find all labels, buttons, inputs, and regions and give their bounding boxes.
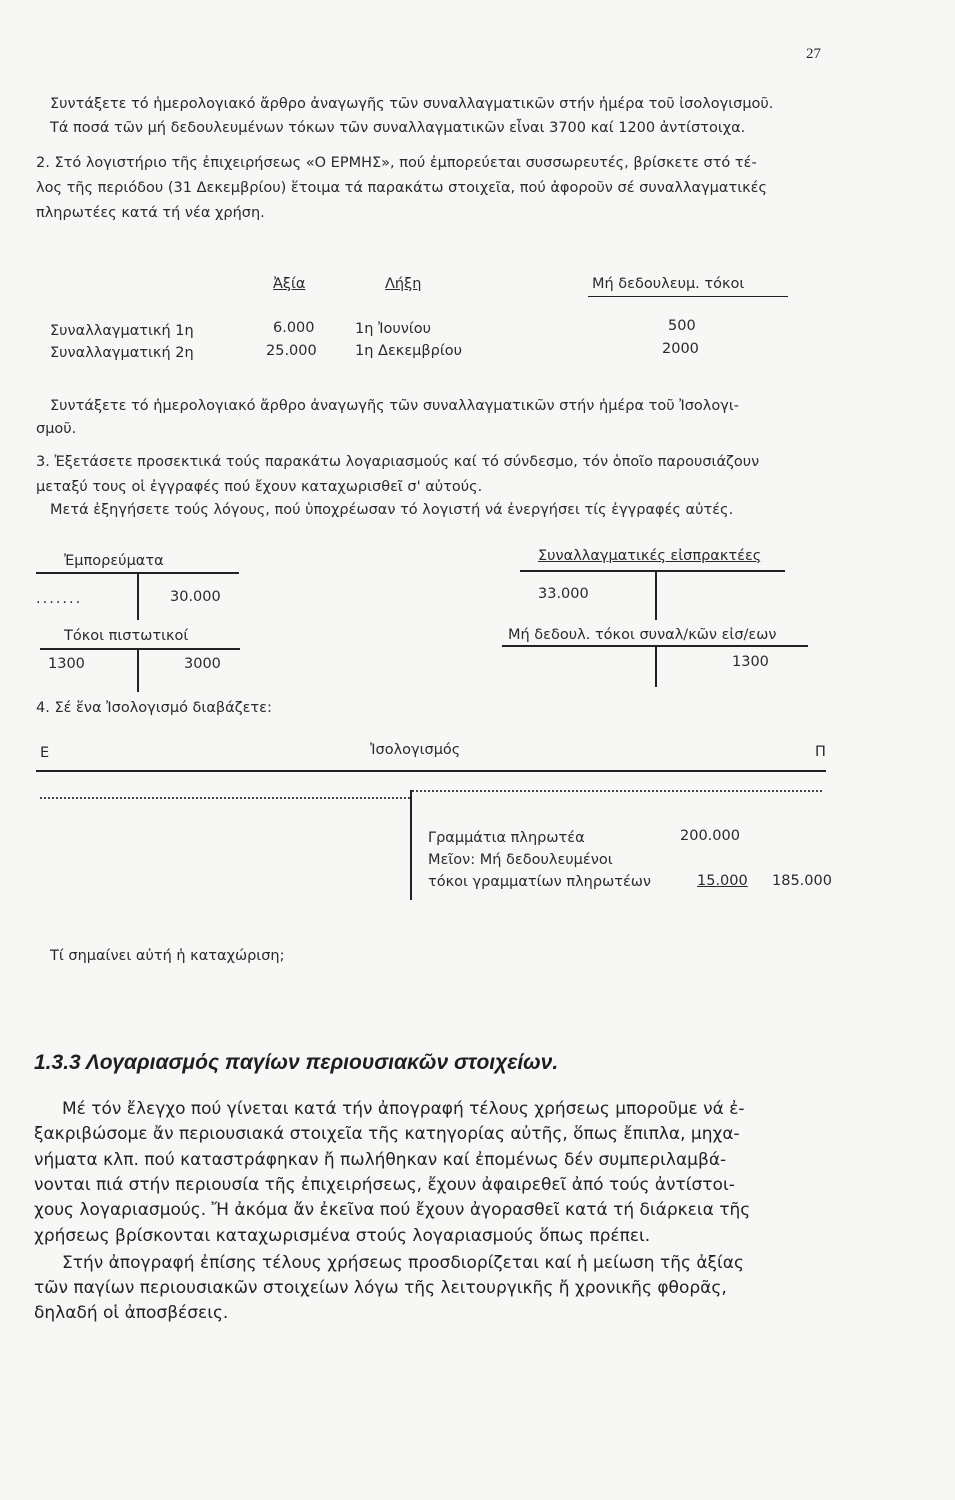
exercise-4-label: 4. Σέ ἕνα Ἰσολογισμό διαβάζετε: — [36, 700, 272, 716]
t-account-title: Μή δεδουλ. τόκοι συναλ/κῶν εἰσ/εων — [508, 627, 777, 643]
body-line-6: χρήσεως βρίσκονται καταχωρισμένα στούς λογαριασμούς ὅπως πρέπει. — [34, 1226, 651, 1246]
less-unearned-label: Μεῖον: Μή δεδουλευμένοι — [428, 852, 613, 868]
balance-sheet-title: Ἰσολογισμός — [370, 742, 461, 758]
body-line-4: νονται πιά στήν περιουσία τῆς ἐπιχειρήσεως, ἔχουν ἀφαιρεθεῖ ἀπό τούς ἀντίστοι- — [34, 1175, 735, 1195]
page-number: 27 — [806, 46, 821, 62]
body-line-1: Μέ τόν ἔλεγχο πού γίνεται κατά τήν ἀπογραφή τέλους χρήσεως μποροῦμε νά ἐ- — [62, 1099, 745, 1119]
section-heading: 1.3.3 Λογαριασμός παγίων περιουσιακῶν στοιχείων. — [34, 1051, 559, 1074]
t-account-credit: 1300 — [732, 654, 769, 670]
t-account-credit: 30.000 — [170, 589, 221, 605]
exercise-2-task-line-2: σμοῦ. — [36, 421, 77, 437]
balance-sheet-question: Τί σημαίνει αὐτή ἡ καταχώριση; — [50, 948, 285, 964]
exercise-2-task-line-1: Συντάξετε τό ἡμερολογιακό ἄρθρο ἀναγωγῆς τῶν συναλλαγματικῶν στήν ἡμέρα τοῦ Ἰσολογι- — [50, 398, 739, 414]
header-value: Ἀξία — [273, 276, 306, 292]
t-account-divider — [137, 572, 139, 620]
exercise-1-line-1: Συντάξετε τό ἡμερολογιακό ἄρθρο ἀναγωγῆς τῶν συναλλαγματικῶν στήν ἡμέρα τοῦ ἰσολογισμοῦ. — [50, 96, 774, 112]
t-account-divider — [137, 648, 139, 692]
exercise-3-line-2: μεταξύ τους οἱ ἐγγραφές πού ἔχουν καταχωρισθεῖ σ' αὐτούς. — [36, 479, 483, 495]
assets-mark: Ε — [40, 745, 50, 761]
liabilities-dotted-line — [412, 790, 822, 792]
assets-dotted-line — [40, 797, 410, 799]
t-account-rule — [520, 570, 785, 572]
t-account-debit: 33.000 — [538, 586, 589, 602]
exercise-2-line-3: πληρωτέες κατά τή νέα χρήση. — [36, 205, 265, 221]
body-line-3: νήματα κλπ. πού καταστράφηκαν ἤ πωλήθηκαν καί ἐπομένως δέν συμπεριλαμβά- — [34, 1150, 727, 1170]
row-2-interest: 2000 — [662, 341, 699, 357]
t-account-divider — [655, 570, 657, 620]
body-line-5: χους λογαριασμούς. Ἤ ἀκόμα ἄν ἐκεῖνα πού ἔχουν ἀγορασθεῖ κατά τή διάρκεια τῆς — [34, 1200, 751, 1220]
body-line-8: τῶν παγίων περιουσιακῶν στοιχείων λόγω τῆς λειτουργικῆς ἤ χρονικῆς φθορᾶς, — [34, 1278, 727, 1298]
row-2-value: 25.000 — [266, 343, 317, 359]
row-1-interest: 500 — [668, 318, 696, 334]
header-interest-rule — [588, 296, 788, 297]
exercise-2-line-1: 2. Στό λογιστήριο τῆς ἐπιχειρήσεως «Ο ΕΡΜΗΣ», πού ἐμπορεύεται συσσωρευτές, βρίσκετε στό τέ- — [36, 155, 757, 171]
notes-payable-value: 200.000 — [680, 828, 740, 844]
unearned-interest-value: 15.000 — [697, 873, 748, 889]
row-2-name: Συναλλαγματική 2η — [50, 345, 194, 361]
t-account-rule — [40, 648, 240, 650]
row-1-name: Συναλλαγματική 1η — [50, 323, 194, 339]
t-account-title: Συναλλαγματικές εἰσπρακτέες — [538, 548, 762, 564]
exercise-2-line-2: λος τῆς περιόδου (31 Δεκεμβρίου) ἕτοιμα τά παρακάτω στοιχεῖα, πού ἀφοροῦν σέ συναλλαγματικές — [36, 180, 767, 196]
header-interest: Μή δεδουλευμ. τόκοι — [592, 276, 745, 292]
t-account-divider — [655, 645, 657, 687]
t-account-title: Τόκοι πιστωτικοί — [64, 628, 189, 644]
net-notes-payable-total: 185.000 — [772, 873, 832, 889]
body-line-7: Στήν ἀπογραφή ἐπίσης τέλους χρήσεως προσδιορίζεται καί ἡ μείωση τῆς ἀξίας — [62, 1253, 744, 1273]
liabilities-mark: Π — [815, 744, 826, 760]
header-due: Λήξη — [385, 276, 422, 292]
t-account-title: Ἐμπορεύματα — [64, 553, 164, 569]
balance-sheet-divider — [410, 790, 412, 900]
exercise-3-line-1: 3. Ἐξετάσετε προσεκτικά τούς παρακάτω λογαριασμούς καί τό σύνδεσμο, τόν ὁποῖο παρουσιάζουν — [36, 454, 760, 470]
body-line-9: δηλαδή οἱ ἀποσβέσεις. — [34, 1303, 229, 1323]
t-account-debit: ....... — [36, 591, 83, 607]
row-1-value: 6.000 — [273, 320, 315, 336]
row-2-due: 1η Δεκεμβρίου — [355, 343, 463, 359]
t-account-credit: 3000 — [184, 656, 221, 672]
t-account-debit: 1300 — [48, 656, 85, 672]
body-line-2: ξακριβώσομε ἄν περιουσιακά στοιχεῖα τῆς κατηγορίας αὐτῆς, ὅπως ἔπιπλα, μηχα- — [34, 1124, 740, 1144]
balance-sheet-top-rule — [36, 770, 826, 772]
exercise-3-line-3: Μετά ἐξηγήσετε τούς λόγους, πού ὑποχρέωσαν τό λογιστή νά ἐνεργήσει τίς ἐγγραφές αὐτές. — [50, 502, 734, 518]
exercise-1-line-2: Τά ποσά τῶν μή δεδουλευμένων τόκων τῶν συναλλαγματικῶν εἶναι 3700 καί 1200 ἀντίστοιχα. — [50, 120, 746, 136]
row-1-due: 1η Ἰουνίου — [355, 321, 432, 337]
unearned-interest-label: τόκοι γραμματίων πληρωτέων — [428, 874, 652, 890]
notes-payable-label: Γραμμάτια πληρωτέα — [428, 830, 585, 846]
